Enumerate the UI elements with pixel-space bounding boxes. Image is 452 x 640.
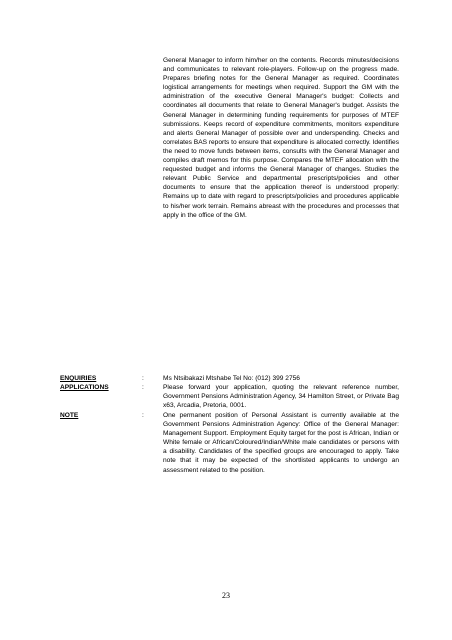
duties-paragraph: General Manager to inform him/her on the contents. Records minutes/decisions and communicates to relevant role-players. Follow-up on the progress made. Prepares briefing notes for the General Manager as required. Coordinates logistical arrangements for meetings when required. Support the GM with the administration of the executive General Manager's budget: Collects and coordinates all documents that relate to General Manager's budget. Assists the General Manager in determining funding requirements for purposes of MTEF submissions. Keeps record of expenditure commitments, monitors expenditure and alerts General Manager of possible over and underspending. Checks and correlates BAS reports to ensure that expenditure is allocated correctly. Identifies the need to move funds between items, consults with the General Manager and compiles draft memos for this purpose. Compares the MTEF allocation with the requested budget and informs the General Manager of changes. Studies the relevant Public Service and departmental prescripts/policies and other documents to ensure that the application thereof is understood properly: Remains up to date with regard to prescripts/policies and procedures applicable to his/her work terrain. Remains abreast with the procedures and processes that apply in the office of the GM. bbox=[163, 57, 399, 219]
applications-row bbox=[60, 383, 399, 410]
note-label: NOTE bbox=[60, 412, 79, 419]
note-row bbox=[60, 411, 399, 475]
enquiries-colon: : bbox=[142, 375, 144, 382]
applications-label: APPLICATIONS bbox=[60, 384, 109, 391]
applications-colon: : bbox=[142, 384, 144, 391]
enquiries-row bbox=[60, 374, 399, 383]
note-value: One permanent position of Personal Assistant is currently available at the Government Pensions Administration Agency: Office of the General Manager: Management Support. Employment Equity target for the post is African, Indian or White female or African/Coloured/Indian/White male candidates or persons with a disability. Candidates of the specified groups are encouraged to apply. Take note that it may be expected of the shortlisted applicants to undergo an assessment related to the position. bbox=[163, 412, 399, 474]
page-number: 23 bbox=[222, 591, 230, 600]
note-colon: : bbox=[142, 412, 144, 419]
enquiries-label: ENQUIRIES bbox=[60, 375, 97, 382]
enquiries-value: Ms Ntsibakazi Mtshabe Tel No: (012) 399 2756 bbox=[163, 375, 300, 382]
applications-value: Please forward your application, quoting the relevant reference number, Government Pensions Administration Agency, 34 Hamilton Street, or Private Bag x63, Arcadia, Pretoria, 0001. bbox=[163, 384, 399, 410]
